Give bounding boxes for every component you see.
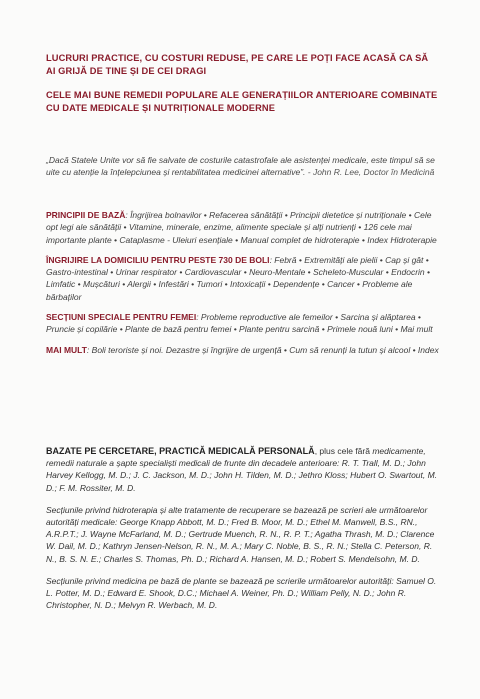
headline-practical: LUCRURI PRACTICE, CU COSTURI REDUSE, PE CARE LE POȚI FACE ACASĂ CA SĂ AI GRIJĂ DE TINE ȘI DE CEI DRAGI bbox=[46, 53, 429, 76]
sources-herbal: Secțiunile privind medicina pe bază de plante se bazează pe scrierile următoarelor autorități: Samuel O. L. Potter, M. D.; Edward E. Shook, D.C.; Michael A. Weiner, Ph. D.; William Pelly, N. D.; John R. Christopher, N. D.; Melvyn R. Werbach, M. D. bbox=[46, 575, 437, 611]
sources-block bbox=[46, 445, 440, 621]
section-title: MAI MULT bbox=[46, 344, 87, 355]
quote-author: - John R. Lee, Doctor în Medicină bbox=[305, 167, 435, 178]
sources-hydrotherapy: Secțiunile privind hidroterapia și alte tratamente de recuperare se bazează pe scrieri ale următoarelor autorități medicale: George Knapp Abbott, M. D.; Fred B. Moor, M. D.; Ethel M. Manwell, B.S., RN., A.R.P.T.; J. Wayne McFarland, M. D.; Gertrude Muench, R. N., R. P. T.; Agatha Thrash, M. D.; Clarence W. Dail, M. D.; Kathryn Jensen-Nelson, R. N., M. A.; Mary C. Noble, B. S., R. N.; Stella C. Peterson, R. N., B. S. N. E.; Charles S. Thomas, Ph. D.; Richard A. Hansen, M. D.; Robert S. Mendelsohn, M. D. bbox=[46, 504, 435, 564]
contents-sections bbox=[46, 209, 440, 364]
sources-body: medicamente, remedii naturale a șapte specialiști medicali de frunte din decadele anterioare: R. T. Trall, M. D.; John Harvey Kellogg, M. D.; J. C. Jackson, M. D.; John H. Tilden, M. D.; Jethro Kloss; Hubert O. Swartout, M. D.; F. M. Rossiter, M. D. bbox=[46, 446, 438, 493]
sources-research bbox=[46, 445, 440, 494]
section-more bbox=[46, 344, 440, 356]
headline-remedies: CELE MAI BUNE REMEDII POPULARE ALE GENERAȚIILOR ANTERIOARE COMBINATE CU DATE MEDICALE ȘI NUTRIȚIONALE MODERNE bbox=[46, 90, 438, 113]
section-title: SECȚIUNI SPECIALE PENTRU FEMEI bbox=[46, 312, 197, 323]
section-body: : Febră • Extremități ale pielii • Cap și gât • Gastro-intestinal • Urinar respirator • Cardiovascular • Neuro-Mentale • Scheleto-Muscular • Endocrin • Limfatic • Mușcături • Alergii • Infestări • Tumori • Intoxicații • Dependențe • Cancer • Probleme ale bărbaților bbox=[46, 254, 430, 302]
section-title: PRINCIPII DE BAZĂ bbox=[46, 210, 126, 220]
section-basic-principles bbox=[46, 209, 440, 246]
section-home-care bbox=[46, 254, 440, 303]
intro-headlines bbox=[46, 52, 440, 115]
quote-text: „Dacă Statele Unite vor să fie salvate de costurile catastrofale ale asistenței medicale, este timpul să se uite cu atenție la înțelepciunea și rentabilitatea medicinei alternative”. bbox=[46, 155, 435, 178]
sources-plus: , plus cele fără bbox=[314, 446, 370, 456]
section-women bbox=[46, 311, 440, 336]
quote-block bbox=[46, 154, 440, 178]
section-body: : Probleme reproductive ale femeilor • Sarcina și alăptarea • Pruncie și copilărie • Plante de bază pentru femei • Plante pentru sarcină • Primele nouă luni • Mai mult bbox=[46, 312, 433, 335]
sources-lead: BAZATE PE CERCETARE, PRACTICĂ MEDICALĂ PERSONALĂ bbox=[46, 446, 315, 456]
section-body: : Boli teroriste și noi. Dezastre și îngrijire de urgență • Cum să renunți la tutun și alcool • Index bbox=[86, 344, 439, 355]
section-title: ÎNGRIJIRE LA DOMICILIU PENTRU PESTE 730 DE BOLI bbox=[46, 254, 270, 265]
section-body: : Îngrijirea bolnavilor • Refacerea sănătății • Principii dietetice și nutriționale • Cele opt legi ale sănătății • Vitamine, minerale, enzime, alimente speciale și alți nutrienți • 126 cele mai importante plante • Cataplasme - Uleiuri esențiale • Manual complet de hidroterapie • Index Hidroterapie bbox=[46, 210, 437, 245]
